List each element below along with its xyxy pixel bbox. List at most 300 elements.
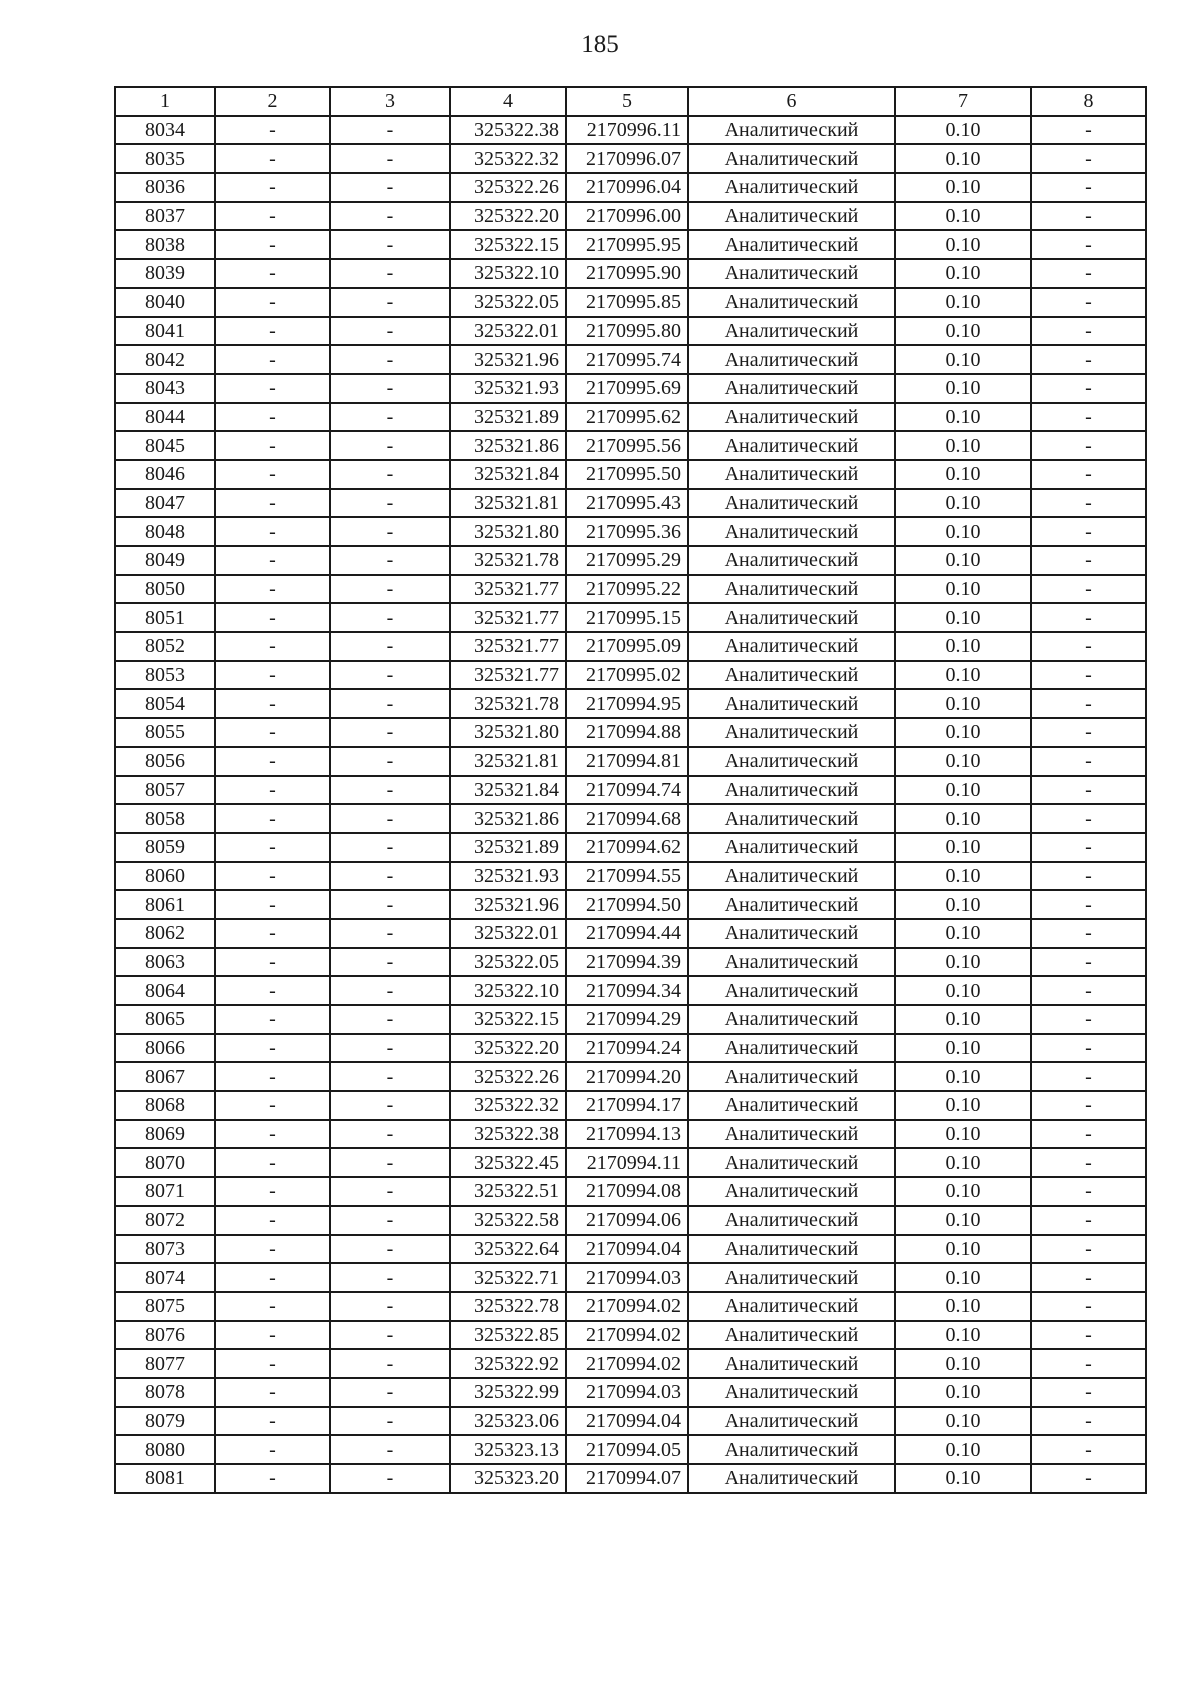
coordinate-x-cell: 325322.01 bbox=[450, 317, 566, 346]
column-3-cell: - bbox=[330, 603, 450, 632]
accuracy-cell: 0.10 bbox=[895, 116, 1031, 145]
column-2-cell: - bbox=[215, 1464, 330, 1493]
accuracy-cell: 0.10 bbox=[895, 689, 1031, 718]
coordinate-x-cell: 325321.89 bbox=[450, 403, 566, 432]
accuracy-cell: 0.10 bbox=[895, 1235, 1031, 1264]
column-8-cell: - bbox=[1031, 1349, 1146, 1378]
column-8-cell: - bbox=[1031, 718, 1146, 747]
table-row bbox=[115, 919, 1146, 948]
accuracy-cell: 0.10 bbox=[895, 1148, 1031, 1177]
table-row bbox=[115, 317, 1146, 346]
table-row bbox=[115, 517, 1146, 546]
coordinate-x-cell: 325322.92 bbox=[450, 1349, 566, 1378]
method-cell: Аналитический bbox=[688, 1464, 895, 1493]
method-cell: Аналитический bbox=[688, 1435, 895, 1464]
method-cell: Аналитический bbox=[688, 1263, 895, 1292]
column-2-cell: - bbox=[215, 603, 330, 632]
method-cell: Аналитический bbox=[688, 230, 895, 259]
coordinate-y-cell: 2170995.95 bbox=[566, 230, 688, 259]
coordinate-x-cell: 325322.20 bbox=[450, 1034, 566, 1063]
accuracy-cell: 0.10 bbox=[895, 1091, 1031, 1120]
column-3-cell: - bbox=[330, 976, 450, 1005]
point-number-cell: 8073 bbox=[115, 1235, 215, 1264]
method-cell: Аналитический bbox=[688, 603, 895, 632]
column-2-cell: - bbox=[215, 1091, 330, 1120]
method-cell: Аналитический bbox=[688, 317, 895, 346]
column-8-cell: - bbox=[1031, 517, 1146, 546]
table-row bbox=[115, 1120, 1146, 1149]
point-number-cell: 8063 bbox=[115, 948, 215, 977]
column-2-cell: - bbox=[215, 1206, 330, 1235]
coordinate-x-cell: 325322.38 bbox=[450, 116, 566, 145]
point-number-cell: 8054 bbox=[115, 689, 215, 718]
point-number-cell: 8040 bbox=[115, 288, 215, 317]
coordinate-y-cell: 2170994.39 bbox=[566, 948, 688, 977]
column-2-cell: - bbox=[215, 1148, 330, 1177]
column-3-cell: - bbox=[330, 202, 450, 231]
coordinate-y-cell: 2170994.34 bbox=[566, 976, 688, 1005]
accuracy-cell: 0.10 bbox=[895, 1005, 1031, 1034]
coordinate-y-cell: 2170994.20 bbox=[566, 1062, 688, 1091]
coordinate-x-cell: 325321.86 bbox=[450, 431, 566, 460]
column-2-cell: - bbox=[215, 804, 330, 833]
column-8-cell: - bbox=[1031, 202, 1146, 231]
column-3-cell: - bbox=[330, 804, 450, 833]
point-number-cell: 8068 bbox=[115, 1091, 215, 1120]
point-number-cell: 8039 bbox=[115, 259, 215, 288]
column-3-cell: - bbox=[330, 144, 450, 173]
point-number-cell: 8074 bbox=[115, 1263, 215, 1292]
coordinate-x-cell: 325323.06 bbox=[450, 1407, 566, 1436]
column-3-cell: - bbox=[330, 288, 450, 317]
column-3-cell: - bbox=[330, 546, 450, 575]
column-3-cell: - bbox=[330, 1378, 450, 1407]
column-2-cell: - bbox=[215, 1321, 330, 1350]
table-row bbox=[115, 546, 1146, 575]
point-number-cell: 8069 bbox=[115, 1120, 215, 1149]
point-number-cell: 8035 bbox=[115, 144, 215, 173]
coordinates-table bbox=[114, 86, 1147, 1494]
table-body bbox=[115, 116, 1146, 1493]
accuracy-cell: 0.10 bbox=[895, 288, 1031, 317]
column-8-cell: - bbox=[1031, 919, 1146, 948]
point-number-cell: 8080 bbox=[115, 1435, 215, 1464]
column-3-cell: - bbox=[330, 1062, 450, 1091]
coordinate-y-cell: 2170995.36 bbox=[566, 517, 688, 546]
method-cell: Аналитический bbox=[688, 1120, 895, 1149]
table-row bbox=[115, 661, 1146, 690]
coordinate-y-cell: 2170994.02 bbox=[566, 1321, 688, 1350]
accuracy-cell: 0.10 bbox=[895, 489, 1031, 518]
column-2-cell: - bbox=[215, 317, 330, 346]
coordinate-x-cell: 325322.58 bbox=[450, 1206, 566, 1235]
column-3-cell: - bbox=[330, 1464, 450, 1493]
column-3-cell: - bbox=[330, 1206, 450, 1235]
accuracy-cell: 0.10 bbox=[895, 661, 1031, 690]
method-cell: Аналитический bbox=[688, 460, 895, 489]
column-header: 8 bbox=[1031, 87, 1146, 116]
page-number: 185 bbox=[581, 31, 619, 58]
table-row bbox=[115, 1349, 1146, 1378]
column-8-cell: - bbox=[1031, 890, 1146, 919]
coordinate-y-cell: 2170994.74 bbox=[566, 776, 688, 805]
table-row bbox=[115, 747, 1146, 776]
method-cell: Аналитический bbox=[688, 1321, 895, 1350]
accuracy-cell: 0.10 bbox=[895, 202, 1031, 231]
coordinate-x-cell: 325323.20 bbox=[450, 1464, 566, 1493]
column-header: 1 bbox=[115, 87, 215, 116]
table-row bbox=[115, 890, 1146, 919]
point-number-cell: 8047 bbox=[115, 489, 215, 518]
accuracy-cell: 0.10 bbox=[895, 632, 1031, 661]
column-2-cell: - bbox=[215, 747, 330, 776]
coordinate-x-cell: 325321.96 bbox=[450, 890, 566, 919]
method-cell: Аналитический bbox=[688, 259, 895, 288]
accuracy-cell: 0.10 bbox=[895, 948, 1031, 977]
column-8-cell: - bbox=[1031, 1407, 1146, 1436]
accuracy-cell: 0.10 bbox=[895, 460, 1031, 489]
method-cell: Аналитический bbox=[688, 747, 895, 776]
column-2-cell: - bbox=[215, 948, 330, 977]
column-8-cell: - bbox=[1031, 431, 1146, 460]
table-row bbox=[115, 1148, 1146, 1177]
accuracy-cell: 0.10 bbox=[895, 374, 1031, 403]
coordinate-y-cell: 2170995.09 bbox=[566, 632, 688, 661]
coordinate-y-cell: 2170994.95 bbox=[566, 689, 688, 718]
table-row bbox=[115, 489, 1146, 518]
method-cell: Аналитический bbox=[688, 575, 895, 604]
column-8-cell: - bbox=[1031, 374, 1146, 403]
accuracy-cell: 0.10 bbox=[895, 718, 1031, 747]
accuracy-cell: 0.10 bbox=[895, 259, 1031, 288]
column-3-cell: - bbox=[330, 1091, 450, 1120]
column-2-cell: - bbox=[215, 431, 330, 460]
coordinate-x-cell: 325322.45 bbox=[450, 1148, 566, 1177]
point-number-cell: 8058 bbox=[115, 804, 215, 833]
column-3-cell: - bbox=[330, 632, 450, 661]
column-8-cell: - bbox=[1031, 489, 1146, 518]
coordinate-x-cell: 325321.81 bbox=[450, 747, 566, 776]
coordinate-y-cell: 2170994.17 bbox=[566, 1091, 688, 1120]
column-2-cell: - bbox=[215, 489, 330, 518]
coordinate-y-cell: 2170994.03 bbox=[566, 1378, 688, 1407]
method-cell: Аналитический bbox=[688, 948, 895, 977]
column-3-cell: - bbox=[330, 1292, 450, 1321]
column-3-cell: - bbox=[330, 575, 450, 604]
accuracy-cell: 0.10 bbox=[895, 1177, 1031, 1206]
accuracy-cell: 0.10 bbox=[895, 1292, 1031, 1321]
column-2-cell: - bbox=[215, 403, 330, 432]
table-row bbox=[115, 116, 1146, 145]
column-3-cell: - bbox=[330, 1235, 450, 1264]
point-number-cell: 8055 bbox=[115, 718, 215, 747]
column-3-cell: - bbox=[330, 1034, 450, 1063]
coordinate-y-cell: 2170996.04 bbox=[566, 173, 688, 202]
method-cell: Аналитический bbox=[688, 833, 895, 862]
column-3-cell: - bbox=[330, 345, 450, 374]
coordinate-y-cell: 2170994.07 bbox=[566, 1464, 688, 1493]
column-2-cell: - bbox=[215, 288, 330, 317]
accuracy-cell: 0.10 bbox=[895, 517, 1031, 546]
method-cell: Аналитический bbox=[688, 1091, 895, 1120]
table-row bbox=[115, 1378, 1146, 1407]
method-cell: Аналитический bbox=[688, 890, 895, 919]
point-number-cell: 8041 bbox=[115, 317, 215, 346]
table-row bbox=[115, 431, 1146, 460]
column-2-cell: - bbox=[215, 776, 330, 805]
column-3-cell: - bbox=[330, 460, 450, 489]
coordinate-x-cell: 325322.26 bbox=[450, 1062, 566, 1091]
point-number-cell: 8051 bbox=[115, 603, 215, 632]
accuracy-cell: 0.10 bbox=[895, 1206, 1031, 1235]
coordinate-x-cell: 325322.85 bbox=[450, 1321, 566, 1350]
table-row bbox=[115, 689, 1146, 718]
point-number-cell: 8056 bbox=[115, 747, 215, 776]
point-number-cell: 8061 bbox=[115, 890, 215, 919]
method-cell: Аналитический bbox=[688, 1206, 895, 1235]
column-3-cell: - bbox=[330, 1435, 450, 1464]
table-row bbox=[115, 833, 1146, 862]
table-row bbox=[115, 1263, 1146, 1292]
accuracy-cell: 0.10 bbox=[895, 804, 1031, 833]
column-header: 6 bbox=[688, 87, 895, 116]
column-3-cell: - bbox=[330, 1349, 450, 1378]
accuracy-cell: 0.10 bbox=[895, 1349, 1031, 1378]
coordinate-x-cell: 325321.84 bbox=[450, 460, 566, 489]
column-2-cell: - bbox=[215, 1062, 330, 1091]
table-row bbox=[115, 575, 1146, 604]
point-number-cell: 8078 bbox=[115, 1378, 215, 1407]
column-2-cell: - bbox=[215, 1034, 330, 1063]
point-number-cell: 8046 bbox=[115, 460, 215, 489]
coordinate-y-cell: 2170994.03 bbox=[566, 1263, 688, 1292]
coordinate-x-cell: 325322.32 bbox=[450, 1091, 566, 1120]
point-number-cell: 8072 bbox=[115, 1206, 215, 1235]
table-row bbox=[115, 173, 1146, 202]
column-8-cell: - bbox=[1031, 288, 1146, 317]
coordinate-x-cell: 325321.77 bbox=[450, 603, 566, 632]
coordinate-y-cell: 2170995.80 bbox=[566, 317, 688, 346]
coordinate-x-cell: 325322.32 bbox=[450, 144, 566, 173]
method-cell: Аналитический bbox=[688, 1148, 895, 1177]
accuracy-cell: 0.10 bbox=[895, 1062, 1031, 1091]
column-3-cell: - bbox=[330, 1263, 450, 1292]
method-cell: Аналитический bbox=[688, 1378, 895, 1407]
coordinate-y-cell: 2170995.15 bbox=[566, 603, 688, 632]
column-2-cell: - bbox=[215, 1292, 330, 1321]
column-8-cell: - bbox=[1031, 1034, 1146, 1063]
point-number-cell: 8049 bbox=[115, 546, 215, 575]
method-cell: Аналитический bbox=[688, 288, 895, 317]
column-8-cell: - bbox=[1031, 976, 1146, 1005]
table-row bbox=[115, 603, 1146, 632]
coordinate-y-cell: 2170994.55 bbox=[566, 862, 688, 891]
column-8-cell: - bbox=[1031, 1378, 1146, 1407]
column-2-cell: - bbox=[215, 575, 330, 604]
point-number-cell: 8075 bbox=[115, 1292, 215, 1321]
point-number-cell: 8079 bbox=[115, 1407, 215, 1436]
column-3-cell: - bbox=[330, 776, 450, 805]
table-row bbox=[115, 804, 1146, 833]
accuracy-cell: 0.10 bbox=[895, 976, 1031, 1005]
accuracy-cell: 0.10 bbox=[895, 603, 1031, 632]
coordinate-y-cell: 2170995.62 bbox=[566, 403, 688, 432]
column-header: 5 bbox=[566, 87, 688, 116]
point-number-cell: 8066 bbox=[115, 1034, 215, 1063]
column-3-cell: - bbox=[330, 173, 450, 202]
point-number-cell: 8045 bbox=[115, 431, 215, 460]
column-2-cell: - bbox=[215, 202, 330, 231]
coordinate-x-cell: 325321.77 bbox=[450, 575, 566, 604]
point-number-cell: 8036 bbox=[115, 173, 215, 202]
method-cell: Аналитический bbox=[688, 1005, 895, 1034]
point-number-cell: 8070 bbox=[115, 1148, 215, 1177]
table-row bbox=[115, 1464, 1146, 1493]
method-cell: Аналитический bbox=[688, 776, 895, 805]
method-cell: Аналитический bbox=[688, 546, 895, 575]
point-number-cell: 8059 bbox=[115, 833, 215, 862]
column-3-cell: - bbox=[330, 1177, 450, 1206]
column-8-cell: - bbox=[1031, 1235, 1146, 1264]
coordinate-x-cell: 325322.71 bbox=[450, 1263, 566, 1292]
column-3-cell: - bbox=[330, 116, 450, 145]
table-row bbox=[115, 374, 1146, 403]
table-row bbox=[115, 403, 1146, 432]
column-2-cell: - bbox=[215, 374, 330, 403]
method-cell: Аналитический bbox=[688, 489, 895, 518]
column-8-cell: - bbox=[1031, 603, 1146, 632]
column-8-cell: - bbox=[1031, 862, 1146, 891]
coordinate-y-cell: 2170994.68 bbox=[566, 804, 688, 833]
coordinate-y-cell: 2170994.06 bbox=[566, 1206, 688, 1235]
point-number-cell: 8071 bbox=[115, 1177, 215, 1206]
method-cell: Аналитический bbox=[688, 1235, 895, 1264]
table-row bbox=[115, 632, 1146, 661]
table-row bbox=[115, 460, 1146, 489]
coordinate-x-cell: 325322.10 bbox=[450, 259, 566, 288]
coordinate-x-cell: 325321.89 bbox=[450, 833, 566, 862]
table-row bbox=[115, 1177, 1146, 1206]
coordinate-y-cell: 2170994.44 bbox=[566, 919, 688, 948]
column-8-cell: - bbox=[1031, 833, 1146, 862]
coordinate-y-cell: 2170995.69 bbox=[566, 374, 688, 403]
coordinate-x-cell: 325323.13 bbox=[450, 1435, 566, 1464]
point-number-cell: 8038 bbox=[115, 230, 215, 259]
accuracy-cell: 0.10 bbox=[895, 173, 1031, 202]
coordinate-y-cell: 2170994.02 bbox=[566, 1349, 688, 1378]
method-cell: Аналитический bbox=[688, 1407, 895, 1436]
column-8-cell: - bbox=[1031, 230, 1146, 259]
column-2-cell: - bbox=[215, 689, 330, 718]
column-8-cell: - bbox=[1031, 317, 1146, 346]
coordinate-y-cell: 2170995.56 bbox=[566, 431, 688, 460]
column-2-cell: - bbox=[215, 460, 330, 489]
coordinate-y-cell: 2170994.29 bbox=[566, 1005, 688, 1034]
column-8-cell: - bbox=[1031, 948, 1146, 977]
point-number-cell: 8043 bbox=[115, 374, 215, 403]
column-2-cell: - bbox=[215, 546, 330, 575]
column-3-cell: - bbox=[330, 1120, 450, 1149]
method-cell: Аналитический bbox=[688, 403, 895, 432]
table-row bbox=[115, 230, 1146, 259]
method-cell: Аналитический bbox=[688, 374, 895, 403]
column-3-cell: - bbox=[330, 1005, 450, 1034]
coordinate-x-cell: 325322.10 bbox=[450, 976, 566, 1005]
column-2-cell: - bbox=[215, 919, 330, 948]
column-2-cell: - bbox=[215, 1378, 330, 1407]
column-2-cell: - bbox=[215, 1435, 330, 1464]
column-8-cell: - bbox=[1031, 776, 1146, 805]
column-2-cell: - bbox=[215, 862, 330, 891]
coordinate-x-cell: 325322.15 bbox=[450, 230, 566, 259]
method-cell: Аналитический bbox=[688, 431, 895, 460]
coordinate-x-cell: 325321.80 bbox=[450, 517, 566, 546]
column-8-cell: - bbox=[1031, 1263, 1146, 1292]
coordinate-y-cell: 2170994.11 bbox=[566, 1148, 688, 1177]
table-row bbox=[115, 1435, 1146, 1464]
accuracy-cell: 0.10 bbox=[895, 1407, 1031, 1436]
column-2-cell: - bbox=[215, 259, 330, 288]
method-cell: Аналитический bbox=[688, 116, 895, 145]
column-8-cell: - bbox=[1031, 1148, 1146, 1177]
column-2-cell: - bbox=[215, 718, 330, 747]
point-number-cell: 8034 bbox=[115, 116, 215, 145]
coordinate-x-cell: 325322.05 bbox=[450, 288, 566, 317]
column-8-cell: - bbox=[1031, 1120, 1146, 1149]
column-3-cell: - bbox=[330, 1321, 450, 1350]
table-row bbox=[115, 1292, 1146, 1321]
point-number-cell: 8076 bbox=[115, 1321, 215, 1350]
coordinate-x-cell: 325322.99 bbox=[450, 1378, 566, 1407]
point-number-cell: 8064 bbox=[115, 976, 215, 1005]
column-8-cell: - bbox=[1031, 116, 1146, 145]
coordinate-y-cell: 2170994.08 bbox=[566, 1177, 688, 1206]
accuracy-cell: 0.10 bbox=[895, 431, 1031, 460]
column-2-cell: - bbox=[215, 1120, 330, 1149]
table-row bbox=[115, 259, 1146, 288]
coordinate-x-cell: 325321.77 bbox=[450, 661, 566, 690]
coordinate-x-cell: 325321.93 bbox=[450, 862, 566, 891]
point-number-cell: 8077 bbox=[115, 1349, 215, 1378]
method-cell: Аналитический bbox=[688, 202, 895, 231]
column-2-cell: - bbox=[215, 1235, 330, 1264]
coordinate-y-cell: 2170995.85 bbox=[566, 288, 688, 317]
column-8-cell: - bbox=[1031, 747, 1146, 776]
column-8-cell: - bbox=[1031, 460, 1146, 489]
coordinate-x-cell: 325322.15 bbox=[450, 1005, 566, 1034]
accuracy-cell: 0.10 bbox=[895, 345, 1031, 374]
accuracy-cell: 0.10 bbox=[895, 890, 1031, 919]
table-header-row bbox=[115, 87, 1146, 116]
column-8-cell: - bbox=[1031, 144, 1146, 173]
method-cell: Аналитический bbox=[688, 1062, 895, 1091]
accuracy-cell: 0.10 bbox=[895, 1120, 1031, 1149]
method-cell: Аналитический bbox=[688, 1349, 895, 1378]
table-row bbox=[115, 1091, 1146, 1120]
accuracy-cell: 0.10 bbox=[895, 776, 1031, 805]
column-3-cell: - bbox=[330, 862, 450, 891]
coordinate-y-cell: 2170995.90 bbox=[566, 259, 688, 288]
coordinate-y-cell: 2170995.22 bbox=[566, 575, 688, 604]
column-3-cell: - bbox=[330, 919, 450, 948]
column-8-cell: - bbox=[1031, 403, 1146, 432]
point-number-cell: 8062 bbox=[115, 919, 215, 948]
column-3-cell: - bbox=[330, 431, 450, 460]
column-3-cell: - bbox=[330, 489, 450, 518]
coordinate-y-cell: 2170994.02 bbox=[566, 1292, 688, 1321]
method-cell: Аналитический bbox=[688, 804, 895, 833]
column-8-cell: - bbox=[1031, 1091, 1146, 1120]
